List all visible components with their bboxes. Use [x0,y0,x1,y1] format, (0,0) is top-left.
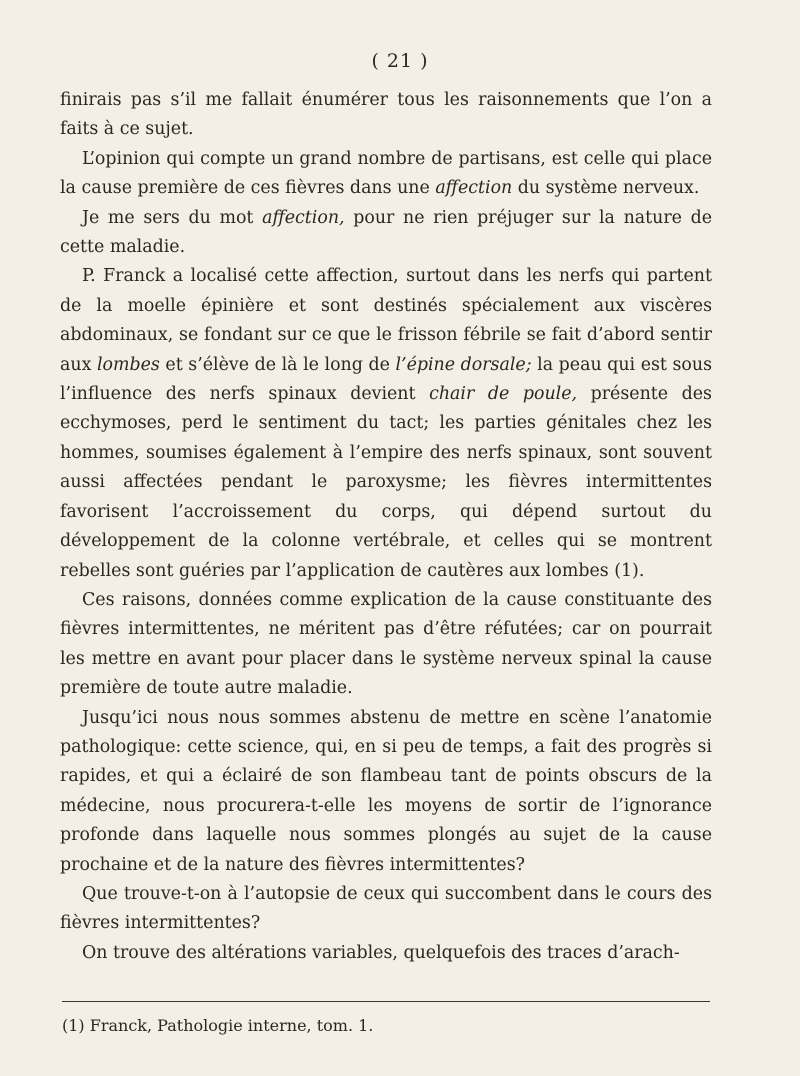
paragraph-affection [60,204,712,263]
paragraph-opinion [60,145,712,204]
paragraph-text: du système nerveux. [512,178,700,199]
paragraph-franck [60,262,712,585]
page-number: ( 21 ) [371,50,429,72]
italic-term: l’épine dorsale; [395,354,532,375]
paragraph-text: et s’élève de là le long de [159,354,396,375]
footnote: (1) Franck, Pathologie interne, tom. 1. [62,1016,374,1035]
paragraph-text: pour ne rien préjuger sur la nature de cette maladie. [60,207,713,258]
italic-term: affection [435,178,513,199]
paragraph-text: Je me sers du mot [82,207,263,228]
paragraph-alterations: On trouve des altérations variables, quelquefois des traces d’arach- [82,942,680,963]
paragraph-anatomie: Jusqu’ici nous nous sommes abstenu de mettre en scène l’anatomie pathologique: cette science, qui, en si peu de temps, a fait des progrès si rapides, et qui a éclairé de son flambeau tant de points obscurs de la médecine, nous procurera-t-elle les moyens de sortir de l’ignorance profonde dans laquelle nous sommes plongés au sujet de la cause prochaine et de la nature des fièvres intermittentes? [60,707,712,875]
paragraph-raisons: Ces raisons, données comme explication de la cause constituante des fièvres intermittentes, ne méritent pas d’être réfutées; car on pourrait les mettre en avant pour placer dans le système nerveux spinal la cause première de toute autre maladie. [60,589,712,699]
paragraph-text: L’opinion qui compte un grand nombre de partisans, est celle qui place la cause première de ces fièvres dans une [60,148,712,199]
italic-term: lombes [96,354,160,375]
italic-term: chair de poule, [429,384,578,405]
paragraph-text: P. Franck a localisé cette affection, surtout dans les nerfs qui partent de la moelle épinière et sont destinés spécialement aux viscères abdominaux, se fondant sur ce que le frisson fébrile se fait d’abord sentir aux [60,266,712,375]
italic-term: affection, [262,207,345,228]
paragraph-text: la peau qui est sous l’influence des nerfs spinaux devient [60,354,713,405]
paragraph-text: présente des ecchymoses, perd le sentiment du tact; les parties génitales chez les hommes, soumises également à l’empire des nerfs spinaux, sont souvent aussi affectées pendant le paroxysme; les fièvres intermittentes favorisent l’accroissement du corps, qui dépend surtout du développement de la colonne vertébrale, et celles qui se montrent rebelles sont guéries par l’application de cautères aux lombes (1). [60,384,712,581]
body-text [60,86,712,968]
paragraph-continuation: finirais pas s’il me fallait énumérer tous les raisonnements que l’on a faits à ce sujet. [60,90,712,140]
paragraph-autopsie: Que trouve-t-on à l’autopsie de ceux qui succombent dans le cours des fièvres intermittentes? [60,883,712,934]
footnote-divider [62,1001,710,1002]
